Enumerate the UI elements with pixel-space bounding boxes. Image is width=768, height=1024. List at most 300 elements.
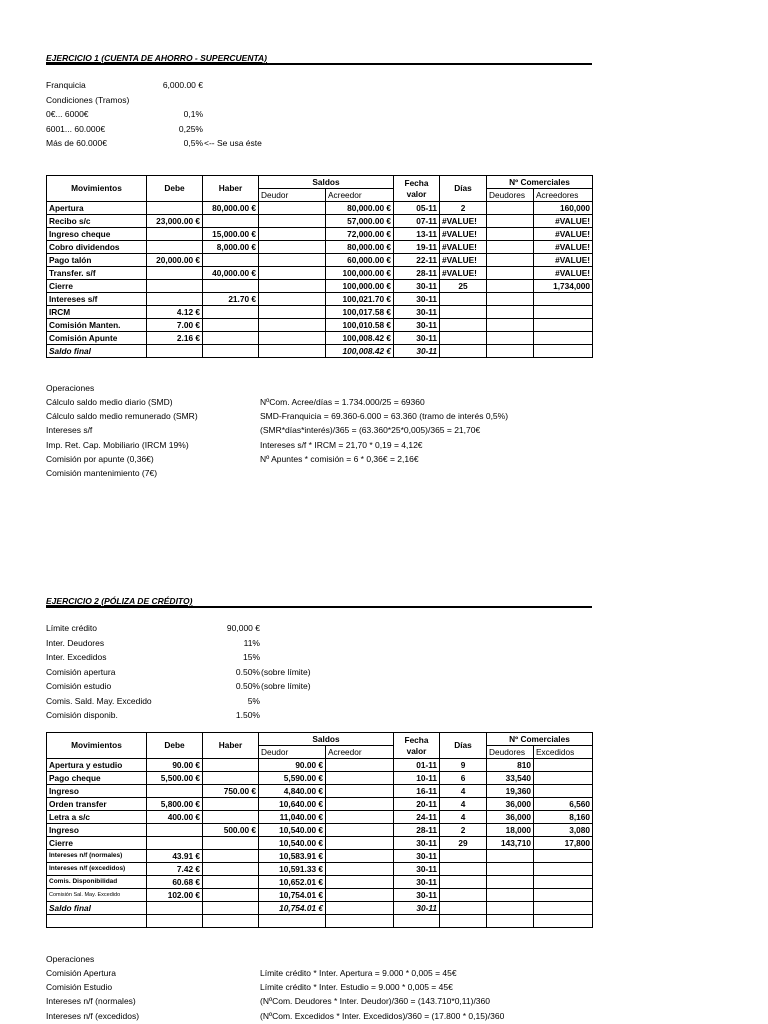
table-cell: 102.00 € [147,889,203,902]
table-row [47,332,593,345]
operation-label: Comisión mantenimiento (7€) [46,468,158,478]
table-row [47,215,593,228]
table-row [47,824,593,837]
table-row [47,876,593,889]
table-cell: 750.00 € [203,785,259,798]
table-cell: 23,000.00 € [147,215,203,228]
table-cell [487,876,534,889]
table-cell [487,902,534,915]
table-cell [440,319,487,332]
table-cell: 57,000.00 € [326,215,394,228]
table-cell: 90.00 € [147,759,203,772]
table-cell [203,759,259,772]
table-cell: 80,000.00 € [203,202,259,215]
table-cell: Intereses n/f (normales) [47,850,147,863]
operation-label: Intereses n/f (normales) [46,996,136,1007]
table-cell: #VALUE! [440,228,487,241]
operation-label: Cálculo saldo medio remunerado (SMR) [46,411,198,422]
table-cell: 10,640.00 € [259,798,326,811]
table-cell [534,915,593,928]
table-cell: Intereses n/f (excedidos) [47,863,147,876]
table-cell: 100,021.70 € [326,293,394,306]
table-cell [203,254,259,267]
table-cell: Ingreso [47,824,147,837]
table-cell: Intereses s/f [47,293,147,306]
table-cell [326,863,394,876]
table-cell [534,332,593,345]
table-cell: 5,500.00 € [147,772,203,785]
table-cell: 22-11 [394,254,440,267]
table-cell: 30-11 [394,332,440,345]
header-acreedor: Acreedor [326,189,394,202]
table-cell [259,345,326,358]
param-value: 1.50% [235,710,260,720]
table-cell: 30-11 [394,863,440,876]
table-cell: 8,160 [534,811,593,824]
table-row [47,202,593,215]
table-cell [203,306,259,319]
table-cell [326,837,394,850]
operation-formula: (NºCom. Deudores * Inter. Deudor)/360 = (143.710*0,11)/360 [260,996,490,1007]
table-cell: 20-11 [394,798,440,811]
table-cell [534,863,593,876]
table-cell [440,902,487,915]
table-cell [534,876,593,889]
table-row [47,254,593,267]
table-cell [487,215,534,228]
table-cell [147,824,203,837]
param-value: 6,000.00 € [162,80,203,90]
operation-label: Comisión por apunte (0,36€) [46,453,154,464]
table-cell: 13-11 [394,228,440,241]
table-cell: Comisión Sal. May. Excedido [47,889,147,902]
operation-label: Cálculo saldo medio diario (SMD) [46,397,173,407]
param-label: Condiciones (Tramos) [46,94,130,105]
table-cell: #VALUE! [534,228,593,241]
table-cell: 30-11 [394,345,440,358]
table-cell: #VALUE! [440,241,487,254]
table-row [47,785,593,798]
table-cell [203,902,259,915]
table-cell [534,902,593,915]
header-movimientos: Movimientos [47,733,147,759]
table-row [47,267,593,280]
table-cell: 10,583.91 € [259,850,326,863]
table-cell: 19-11 [394,241,440,254]
table-cell: 60.68 € [147,876,203,889]
table-cell [326,811,394,824]
table-cell [203,850,259,863]
header-debe: Debe [147,733,203,759]
table-cell: 24-11 [394,811,440,824]
table-cell [259,915,326,928]
table-cell [534,785,593,798]
table-cell [440,293,487,306]
table-cell: Letra a s/c [47,811,147,824]
table-cell: Orden transfer [47,798,147,811]
table-cell: 5,590.00 € [259,772,326,785]
table-cell: 30-11 [394,280,440,293]
table-cell [147,267,203,280]
table-cell [326,876,394,889]
table-cell: 30-11 [394,293,440,306]
table-row [47,306,593,319]
table-cell [203,332,259,345]
param-value: 0,25% [178,123,203,134]
table-cell [487,306,534,319]
table-cell [203,280,259,293]
table-cell: 17,800 [534,837,593,850]
table-cell: 16-11 [394,785,440,798]
header-haber: Haber [203,733,259,759]
table-cell: 100,017.58 € [326,306,394,319]
table-cell: 2 [440,824,487,837]
operation-formula: Nº Apuntes * comisión = 6 * 0,36€ = 2,16€ [260,453,419,464]
table-cell: #VALUE! [534,215,593,228]
table-row [47,837,593,850]
param-note: <-- Se usa éste [204,138,262,148]
table-cell: 100,008.42 € [326,332,394,345]
table-cell [440,306,487,319]
table-cell: 8,000.00 € [203,241,259,254]
table-cell: 5,800.00 € [147,798,203,811]
table-cell [534,319,593,332]
param-label: Límite crédito [46,623,98,633]
param-label: Inter. Excedidos [46,652,107,662]
table-cell: 21.70 € [203,293,259,306]
table-cell: 36,000 [487,811,534,824]
ex1-title: EJERCICIO 1 (CUENTA DE AHORRO - SUPERCUENTA) [46,53,268,63]
table-cell [203,811,259,824]
ex2-title: EJERCICIO 2 (PÓLIZA DE CRÉDITO) [46,596,193,606]
table-cell: 2.16 € [147,332,203,345]
table-cell [534,306,593,319]
table-cell: 7.42 € [147,863,203,876]
table-cell [534,759,593,772]
table-cell [440,889,487,902]
param-label: Comisión disponib. [46,710,118,720]
table-cell: 3,080 [534,824,593,837]
table-cell: 01-11 [394,759,440,772]
table-row [47,293,593,306]
table-cell: 4.12 € [147,306,203,319]
param-label: Más de 60.000€ [46,138,107,148]
table-cell: 6 [440,772,487,785]
table-cell [147,228,203,241]
table-cell: 90.00 € [259,759,326,772]
param-label: Comisión estudio [46,681,112,691]
table-cell: 30-11 [394,876,440,889]
table-cell [47,915,147,928]
table-cell: 10,754.01 € [259,902,326,915]
table-cell [147,280,203,293]
table-cell [259,267,326,280]
table-cell [259,241,326,254]
operation-label: Intereses s/f [46,425,93,436]
table-cell: Cierre [47,280,147,293]
table-cell: #VALUE! [534,241,593,254]
table-cell: Pago cheque [47,772,147,785]
table-cell [203,345,259,358]
header-movimientos: Movimientos [47,176,147,202]
table-row [47,902,593,915]
table-cell [440,345,487,358]
table-row [47,345,593,358]
table-cell: #VALUE! [534,254,593,267]
param-value: 0,1% [183,109,203,119]
ex2-rule [46,606,592,608]
table-cell: 11,040.00 € [259,811,326,824]
table-row [47,850,593,863]
table-cell: 60,000.00 € [326,254,394,267]
param-label: 0€... 6000€ [46,109,89,119]
ex1-operations-title: Operaciones [46,383,95,393]
table-cell [203,863,259,876]
table-cell [147,241,203,254]
table-cell: 1,734,000 [534,280,593,293]
table-cell [487,915,534,928]
table-cell [487,889,534,902]
header-deudor: Deudor [259,746,326,759]
header-haber: Haber [203,176,259,202]
table-cell [487,267,534,280]
table-row [47,798,593,811]
table-cell: 6,560 [534,798,593,811]
table-cell: Ingreso [47,785,147,798]
table-cell: 28-11 [394,267,440,280]
table-row [47,915,593,928]
ex2-operations-title: Operaciones [46,954,95,964]
table-cell [487,319,534,332]
header-fecha-valor: Fecha valor [394,176,440,202]
table-cell [259,228,326,241]
table-cell: 10-11 [394,772,440,785]
table-cell: IRCM [47,306,147,319]
table-cell: 160,000 [534,202,593,215]
table-cell: 43.91 € [147,850,203,863]
table-cell: Apertura y estudio [47,759,147,772]
operation-formula: NºCom. Acree/días = 1.734.000/25 = 69360 [260,397,425,407]
table-cell: 4 [440,798,487,811]
table-cell: Comis. Disponibilidad [47,876,147,889]
operation-label: Comisión Estudio [46,982,113,993]
operation-formula: SMD-Franquicia = 69.360-6.000 = 63.360 (tramo de interés 0,5%) [260,411,509,422]
table-cell [487,254,534,267]
header-saldos: Saldos [259,733,394,746]
table-cell: 10,591.33 € [259,863,326,876]
operation-formula: Límite crédito * Inter. Estudio = 9.000 * 0,005 = 45€ [260,982,453,993]
table-cell [326,850,394,863]
header-deudor: Deudor [259,189,326,202]
table-cell [534,850,593,863]
ex1-rule [46,63,592,65]
table-cell [487,850,534,863]
table-cell [487,345,534,358]
table-cell: 28-11 [394,824,440,837]
table-cell: Saldo final [47,902,147,915]
table-cell: Recibo s/c [47,215,147,228]
table-cell [487,228,534,241]
table-row [47,759,593,772]
table-cell [487,202,534,215]
table-cell [487,863,534,876]
header-dias: Días [440,176,487,202]
table-cell: 7.00 € [147,319,203,332]
table-cell [394,915,440,928]
table-cell: Comisión Apunte [47,332,147,345]
table-cell: 29 [440,837,487,850]
param-note: (sobre límite) [261,666,311,677]
header-deudores: Deudores [487,746,534,759]
table-cell: 143,710 [487,837,534,850]
table-cell [259,280,326,293]
operation-formula: Intereses s/f * IRCM = 21,70 * 0,19 = 4,12€ [260,439,423,450]
ex1-movements-table [46,175,593,358]
header-acreedor: Acreedor [326,746,394,759]
table-cell: Pago talón [47,254,147,267]
table-cell: 100,008.42 € [326,345,394,358]
table-cell: 33,540 [487,772,534,785]
table-cell [440,850,487,863]
param-label: Comis. Sald. May. Excedido [46,695,152,706]
header-deudores: Deudores [487,189,534,202]
operation-label: Intereses n/f (excedidos) [46,1010,140,1021]
table-cell: 10,754.01 € [259,889,326,902]
table-cell [440,915,487,928]
table-cell: 4 [440,811,487,824]
param-value: 15% [242,652,260,662]
table-cell [487,280,534,293]
operation-label: Imp. Ret. Cap. Mobiliario (IRCM 19%) [46,439,189,450]
table-cell [487,332,534,345]
param-value: 90,000 € [226,623,260,633]
table-cell: #VALUE! [534,267,593,280]
table-cell: 30-11 [394,837,440,850]
table-cell: 10,652.01 € [259,876,326,889]
operation-formula: Límite crédito * Inter. Apertura = 9.000 * 0,005 = 45€ [260,968,457,978]
header-acreedores: Acreedores [534,189,593,202]
table-cell [147,837,203,850]
table-cell [534,293,593,306]
header-n-comerciales: Nº Comerciales [487,733,593,746]
table-cell: 18,000 [487,824,534,837]
header-n-comerciales: Nº Comerciales [487,176,593,189]
table-cell: 30-11 [394,902,440,915]
param-label: 6001... 60.000€ [46,123,106,134]
table-cell [534,772,593,785]
operation-label: Comisión Apertura [46,968,116,978]
param-label: Comisión apertura [46,666,116,677]
table-cell: 100,000.00 € [326,267,394,280]
table-cell: #VALUE! [440,215,487,228]
table-cell [259,254,326,267]
table-cell [326,798,394,811]
table-row [47,772,593,785]
table-cell [259,215,326,228]
table-cell [326,889,394,902]
table-cell: 810 [487,759,534,772]
table-cell: 36,000 [487,798,534,811]
param-label: Inter. Deudores [46,637,105,648]
table-cell [203,215,259,228]
table-cell [203,319,259,332]
table-cell: Saldo final [47,345,147,358]
table-row [47,241,593,254]
table-cell: 30-11 [394,306,440,319]
param-value: 0.50% [235,681,260,691]
table-cell [326,902,394,915]
table-cell [147,293,203,306]
table-cell [147,202,203,215]
ex2-movements-table [46,732,593,928]
operation-formula: (SMR*días*interés)/365 = (63.360*25*0,005)/365 = 21,70€ [260,425,481,436]
table-cell [203,876,259,889]
table-cell: 4,840.00 € [259,785,326,798]
table-cell [487,241,534,254]
param-value: 11% [243,637,260,648]
table-cell: 20,000.00 € [147,254,203,267]
table-cell [203,772,259,785]
header-fecha-valor: Fecha valor [394,733,440,759]
table-cell [326,915,394,928]
table-cell [534,889,593,902]
table-row [47,811,593,824]
table-cell: 30-11 [394,319,440,332]
table-cell: 80,000.00 € [326,241,394,254]
table-cell: Cobro dividendos [47,241,147,254]
table-cell [259,306,326,319]
table-cell: #VALUE! [440,267,487,280]
table-cell [259,202,326,215]
table-cell [440,863,487,876]
table-cell [203,889,259,902]
table-cell: 25 [440,280,487,293]
table-cell: 2 [440,202,487,215]
param-note: (sobre límite) [261,681,311,691]
table-cell: 100,010.58 € [326,319,394,332]
table-cell [326,772,394,785]
table-row [47,319,593,332]
table-cell: 100,000.00 € [326,280,394,293]
table-cell: 72,000.00 € [326,228,394,241]
table-cell: 80,000.00 € [326,202,394,215]
table-cell: 07-11 [394,215,440,228]
table-cell [147,785,203,798]
table-cell [147,345,203,358]
table-cell [203,837,259,850]
table-cell [259,319,326,332]
table-cell: 500.00 € [203,824,259,837]
table-cell: 05-11 [394,202,440,215]
table-row [47,280,593,293]
table-cell [440,332,487,345]
table-cell: 19,360 [487,785,534,798]
table-cell: 15,000.00 € [203,228,259,241]
table-row [47,863,593,876]
table-cell [440,876,487,889]
table-cell [487,293,534,306]
table-cell: Transfer. s/f [47,267,147,280]
table-cell [259,293,326,306]
table-cell [147,902,203,915]
table-cell: Comisión Manten. [47,319,147,332]
table-cell: 10,540.00 € [259,824,326,837]
table-cell: 4 [440,785,487,798]
param-label: Franquicia [46,80,86,90]
table-cell: 30-11 [394,889,440,902]
header-excedidos: Excedidos [534,746,593,759]
table-row [47,228,593,241]
